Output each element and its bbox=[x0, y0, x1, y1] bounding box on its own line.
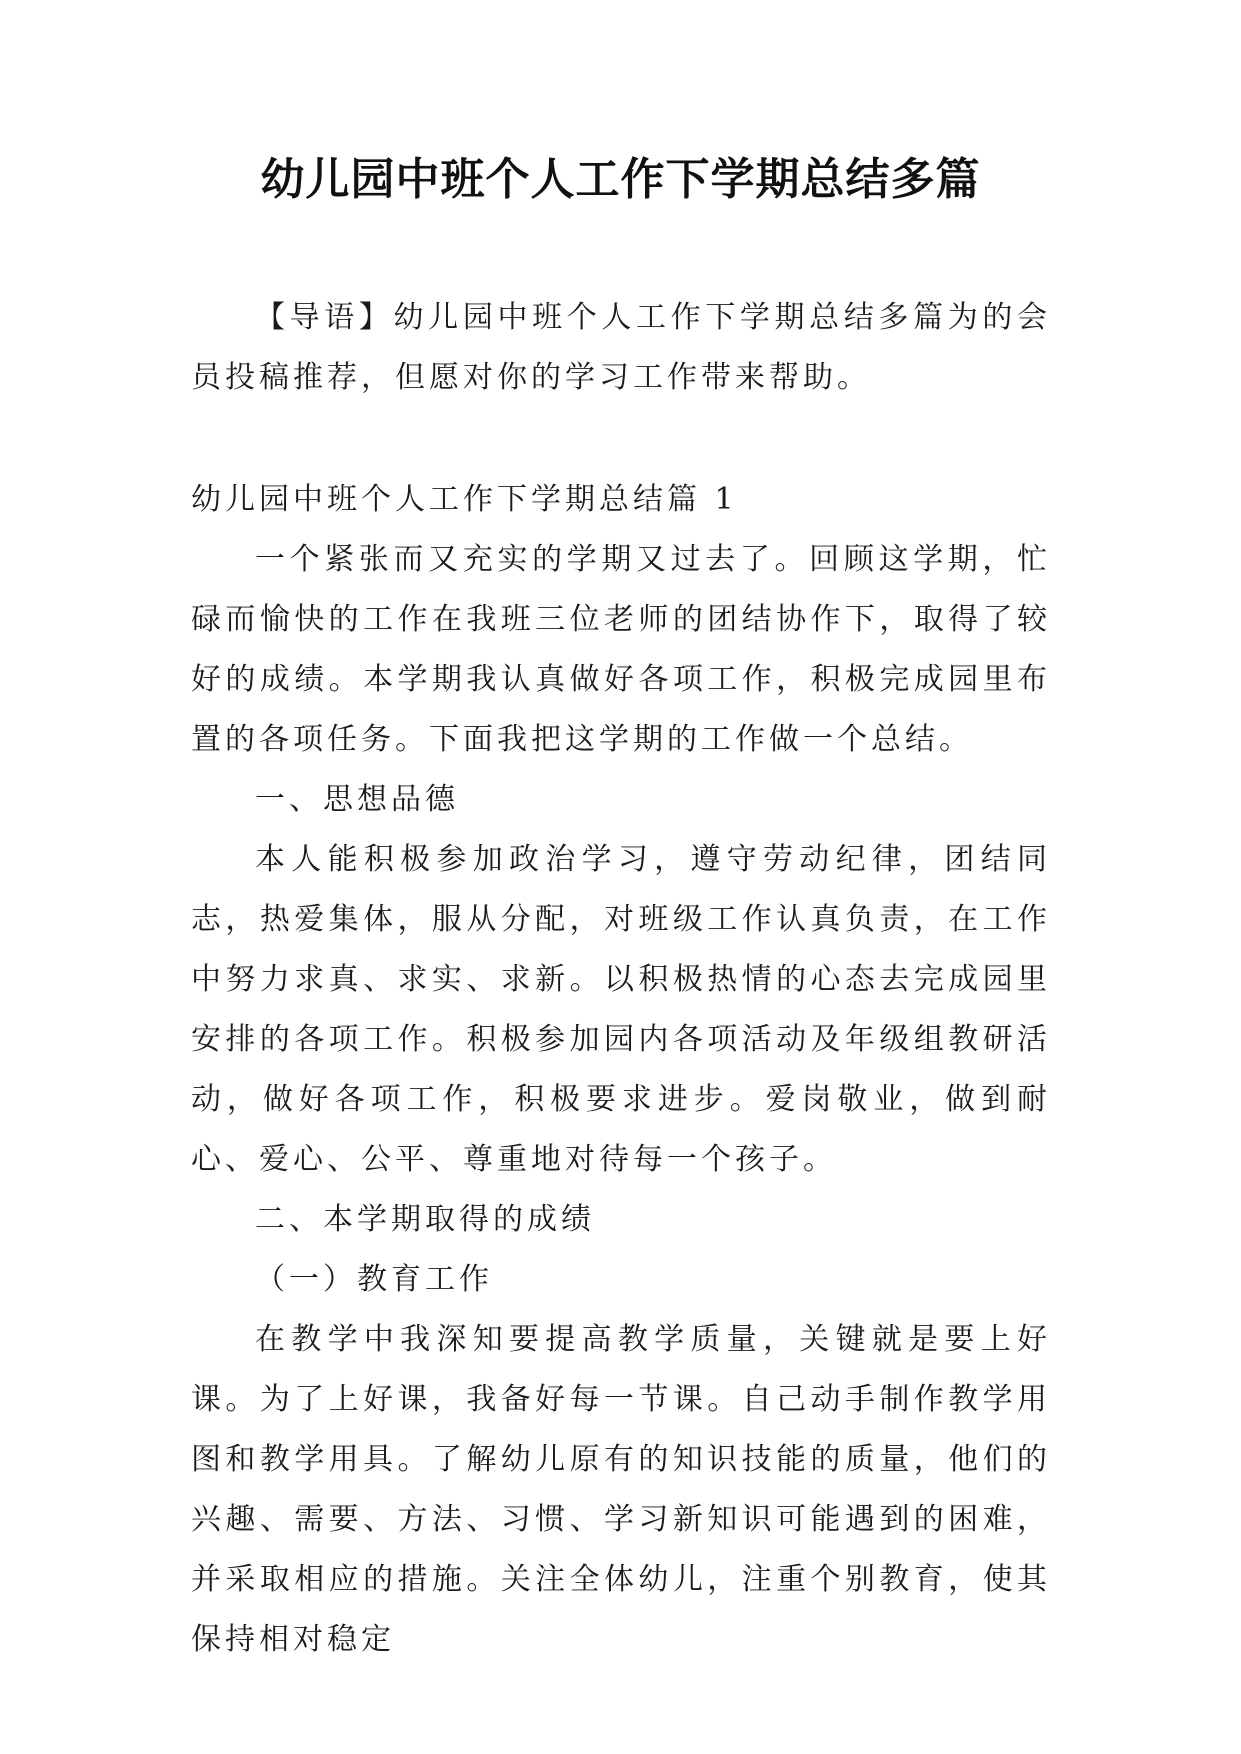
intro-paragraph: 【导语】幼儿园中班个人工作下学期总结多篇为的会员投稿推荐，但愿对你的学习工作带来帮助。 bbox=[191, 300, 1051, 395]
section-title: 幼儿园中班个人工作下学期总结篇 1 bbox=[191, 482, 738, 517]
paragraph-gap bbox=[191, 408, 1051, 470]
body-paragraph: 在教学中我深知要提高教学质量，关键就是要上好课。为了上好课，我备好每一节课。自己动手制作教学用图和教学用具。了解幼儿原有的知识技能的质量，他们的兴趣、需要、方法、习惯、学习新知识可能遇到的困难，并采取相应的措施。关注全体幼儿，注重个别教育，使其保持相对稳定 bbox=[191, 1322, 1051, 1657]
subheading-ideology: 一、思想品德 bbox=[255, 782, 459, 817]
body-paragraph: 本人能积极参加政治学习，遵守劳动纪律，团结同志，热爱集体，服从分配，对班级工作认真负责，在工作中努力求真、求实、求新。以积极热情的心态去完成园里安排的各项工作。积极参加园内各项活动及年级组教研活动，做好各项工作，积极要求进步。爱岗敬业，做到耐心、爱心、公平、尊重地对待每一个孩子。 bbox=[191, 842, 1051, 1177]
document-body bbox=[191, 288, 1051, 1670]
subheading-achievements: 二、本学期取得的成绩 bbox=[255, 1202, 595, 1237]
body-paragraph: 一个紧张而又充实的学期又过去了。回顾这学期，忙碌而愉快的工作在我班三位老师的团结协作下，取得了较好的成绩。本学期我认真做好各项工作，积极完成园里布置的各项任务。下面我把这学期的工作做一个总结。 bbox=[191, 542, 1051, 757]
document-title: 幼儿园中班个人工作下学期总结多篇 bbox=[260, 154, 981, 205]
subheading-education: （一）教育工作 bbox=[255, 1262, 493, 1297]
